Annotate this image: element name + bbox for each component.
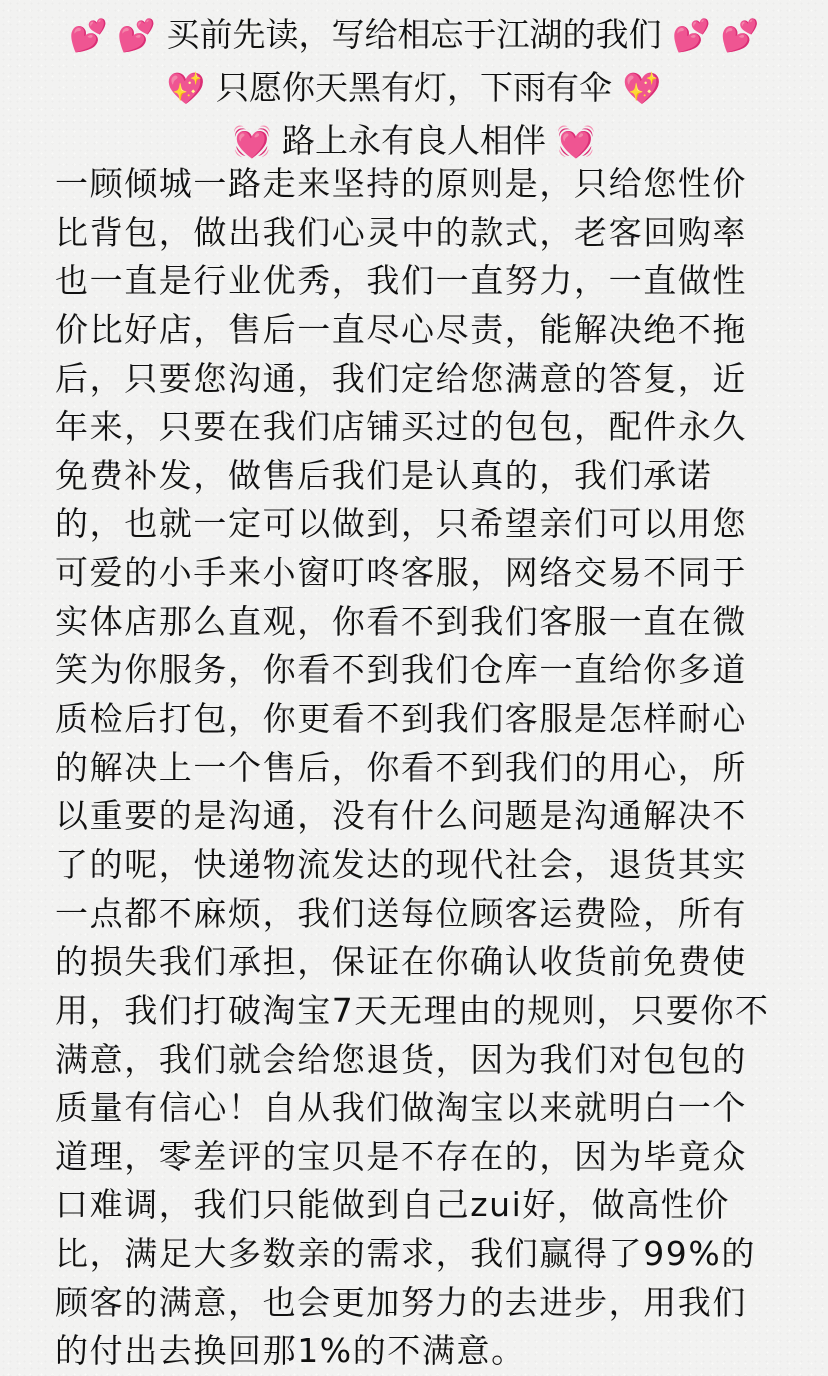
body-line: 实体店那么直观，你看不到我们客服一直在微 xyxy=(55,601,747,641)
body-line: 用，我们打破淘宝7天无理由的规则，只要你不 xyxy=(55,990,770,1030)
two-hearts-icon: 💕 💕 xyxy=(672,18,760,54)
body-line: 比背包，做出我们心灵中的款式，老客回购率 xyxy=(55,212,747,252)
body-line: 比，满足大多数亲的需求，我们赢得了99%的 xyxy=(55,1234,756,1274)
body-line: 的付出去换回那1%的不满意。 xyxy=(55,1331,526,1371)
header-text: 买前先读，写给相忘于江湖的我们 xyxy=(166,15,662,54)
header-text: 只愿你天黑有灯，下雨有伞 xyxy=(216,68,612,107)
body-line: 道理，零差评的宝贝是不存在的，因为毕竟众 xyxy=(55,1136,747,1176)
body-line: 满意，我们就会给您退货，因为我们对包包的 xyxy=(55,1039,747,1079)
body-line: 笑为你服务，你看不到我们仓库一直给你多道 xyxy=(55,650,747,690)
body-line: 以重要的是沟通，没有什么问题是沟通解决不 xyxy=(55,796,747,836)
body-line: 口难调，我们只能做到自己zui好，做高性价 xyxy=(55,1185,731,1225)
body-line: 的解决上一个售后，你看不到我们的用心，所 xyxy=(55,747,747,787)
body-line: 一点都不麻烦，我们送每位顾客运费险，所有 xyxy=(55,893,747,933)
header-line-2 xyxy=(0,61,828,114)
body-line: 顾客的满意，也会更加努力的去进步，用我们 xyxy=(55,1282,747,1322)
body-line: 了的呢，快递物流发达的现代社会，退货其实 xyxy=(55,844,747,884)
body-line: 价比好店，售后一直尽心尽责，能解决绝不拖 xyxy=(55,309,747,349)
body-line: 的损失我们承担，保证在你确认收货前免费使 xyxy=(55,942,747,982)
header-text: 路上永有良人相伴 xyxy=(282,121,546,160)
sparkling-heart-icon: 💖 xyxy=(622,71,662,107)
sparkling-heart-icon: 💖 xyxy=(166,71,206,107)
note-header xyxy=(0,8,828,167)
body-line: 的，也就一定可以做到，只希望亲们可以用您 xyxy=(55,504,747,544)
body-line: 质量有信心！自从我们做淘宝以来就明白一个 xyxy=(55,1088,747,1128)
two-hearts-icon: 💕 💕 xyxy=(68,18,156,54)
body-line: 免费补发，做售后我们是认真的，我们承诺 xyxy=(55,455,713,495)
beating-heart-icon: 💓 xyxy=(556,124,596,160)
note-body xyxy=(55,160,775,1376)
body-line: 年来，只要在我们店铺买过的包包，配件永久 xyxy=(55,407,747,447)
body-line: 质检后打包，你更看不到我们客服是怎样耐心 xyxy=(55,699,747,739)
body-line: 一顾倾城一路走来坚持的原则是，只给您性价 xyxy=(55,164,747,203)
body-line: 也一直是行业优秀，我们一直努力，一直做性 xyxy=(55,261,747,301)
body-line: 后，只要您沟通，我们定给您满意的答复，近 xyxy=(55,358,747,398)
body-line: 可爱的小手来小窗叮咚客服，网络交易不同于 xyxy=(55,553,747,593)
beating-heart-icon: 💓 xyxy=(232,124,272,160)
header-line-1 xyxy=(0,8,828,61)
